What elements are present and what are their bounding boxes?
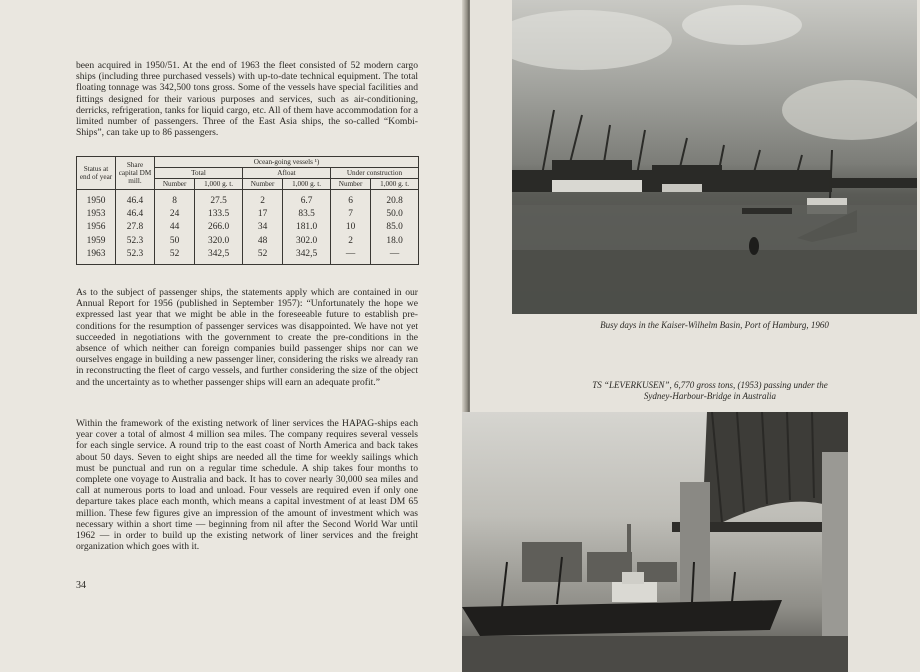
header-afloat: Afloat [242,168,330,179]
page-number: 34 [76,580,86,591]
header-number: Number [155,179,195,190]
cell-year: 1950 [77,190,116,209]
cell-afloat-number: 17 [242,208,282,221]
cell-total-number: 52 [155,248,195,265]
cell-capital: 52.3 [116,235,155,248]
header-number: Number [242,179,282,190]
table-row [77,248,419,265]
cell-total-gt: 133.5 [195,208,243,221]
cell-uc-number: 6 [330,190,370,209]
header-gt: 1,000 g. t. [283,179,331,190]
cell-total-number: 8 [155,190,195,209]
cell-total-number: 44 [155,221,195,234]
harbor-photo [512,0,917,314]
header-status: Status at end of year [77,157,116,190]
cell-uc-number: 7 [330,208,370,221]
cell-uc-number: 10 [330,221,370,234]
header-total: Total [155,168,243,179]
cell-uc-gt: 50.0 [371,208,419,221]
fleet-statistics-table [76,156,419,265]
caption-line-1: TS “LEVERKUSEN”, 6,770 gross tons, (1953) passing under the [592,380,828,390]
bridge-photo [462,412,848,672]
cell-uc-gt: — [371,248,419,265]
cell-year: 1956 [77,221,116,234]
cell-total-gt: 342,5 [195,248,243,265]
cell-afloat-gt: 342,5 [283,248,331,265]
cell-capital: 52.3 [116,248,155,265]
cell-total-gt: 27.5 [195,190,243,209]
header-capital: Share capital DM mill. [116,157,155,190]
cell-uc-number: 2 [330,235,370,248]
cell-afloat-number: 2 [242,190,282,209]
cell-afloat-gt: 302.0 [283,235,331,248]
paragraph-liner-services: Within the framework of the existing network of liner services the HAPAG-ships each year cover a total of almost 4 million sea miles. The company requires several vessels for each single service. A round trip to the east coast of North America and back takes about 50 days. Seven to eight ships are needed all the time for weekly sailings which must be punctual and run on a regular time schedule. A ship takes four months to complete one voyage to Australia and back. It has to cover nearly 30,000 sea miles and call at numerous ports to load and unload. Four vessels are required even if only one departure takes place each month, which means a capital investment of at least DM 65 million. These few figures give an impression of the amount of investment which was necessary within a short time — beginning from nil after the Second World War until 1962 — in order to build up the existing network of liner services and the freight organization which goes with it. [76,418,418,553]
cell-capital: 46.4 [116,208,155,221]
header-gt: 1,000 g. t. [195,179,243,190]
cell-capital: 46.4 [116,190,155,209]
cell-year: 1953 [77,208,116,221]
cell-capital: 27.8 [116,221,155,234]
cell-uc-gt: 20.8 [371,190,419,209]
caption-line-2: Sydney-Harbour-Bridge in Australia [643,391,777,401]
cell-uc-gt: 18.0 [371,235,419,248]
cell-uc-gt: 85.0 [371,221,419,234]
photo-caption-harbor: Busy days in the Kaiser-Wilhelm Basin, Port of Hamburg, 1960 [600,320,829,330]
table-row [77,221,419,234]
cell-afloat-gt: 181.0 [283,221,331,234]
cell-afloat-number: 34 [242,221,282,234]
photo-caption-leverkusen [525,380,895,402]
paragraph-fleet: been acquired in 1950/51. At the end of 1963 the fleet consisted of 52 modern cargo ships (including three purchased vessels) with up-to-date technical equipment. The total floating tonnage was 342,500 tons gross. Some of the vessels have special facilities and fittings designed for their various purposes and services, such as air-conditioning, derricks, refrigeration, tanks for liquid cargo, etc. All of them have accommodation for a limited number of passengers. Three of the East Asia ships, the so-called “Kombi-Ships”, can take up to 86 passengers. [76,60,418,139]
header-vessels: Ocean-going vessels ¹) [155,157,419,168]
cell-total-number: 50 [155,235,195,248]
table-row [77,235,419,248]
cell-total-gt: 320.0 [195,235,243,248]
table-row [77,208,419,221]
cell-year: 1963 [77,248,116,265]
cell-afloat-number: 48 [242,235,282,248]
header-gt: 1,000 g. t. [371,179,419,190]
cell-total-gt: 266.0 [195,221,243,234]
cell-afloat-gt: 6.7 [283,190,331,209]
header-under-construction: Under construction [330,168,418,179]
paragraph-passenger-ships: As to the subject of passenger ships, the statements apply which are contained in our Annual Report for 1956 (published in September 1957): “Unfortunately the hope we expressed last year that we might be able in the foreseeable future to establish pre-conditions for the resumption of passenger services was disappointed. We have not yet succeeded in negotiations with the government to create the pre-conditions in the absence of which neither can foreign companies build passenger ships nor can we ourselves engage in building a new passenger liner, considering the risks we already ran in reconstructing the fleet of cargo vessels, and further considering the size of the object and the uncertainty as to whether passenger ships will earn an adequate profit.” [76,287,418,388]
table-row [77,190,419,209]
cell-year: 1959 [77,235,116,248]
cell-total-number: 24 [155,208,195,221]
cell-uc-number: — [330,248,370,265]
cell-afloat-number: 52 [242,248,282,265]
header-number: Number [330,179,370,190]
cell-afloat-gt: 83.5 [283,208,331,221]
